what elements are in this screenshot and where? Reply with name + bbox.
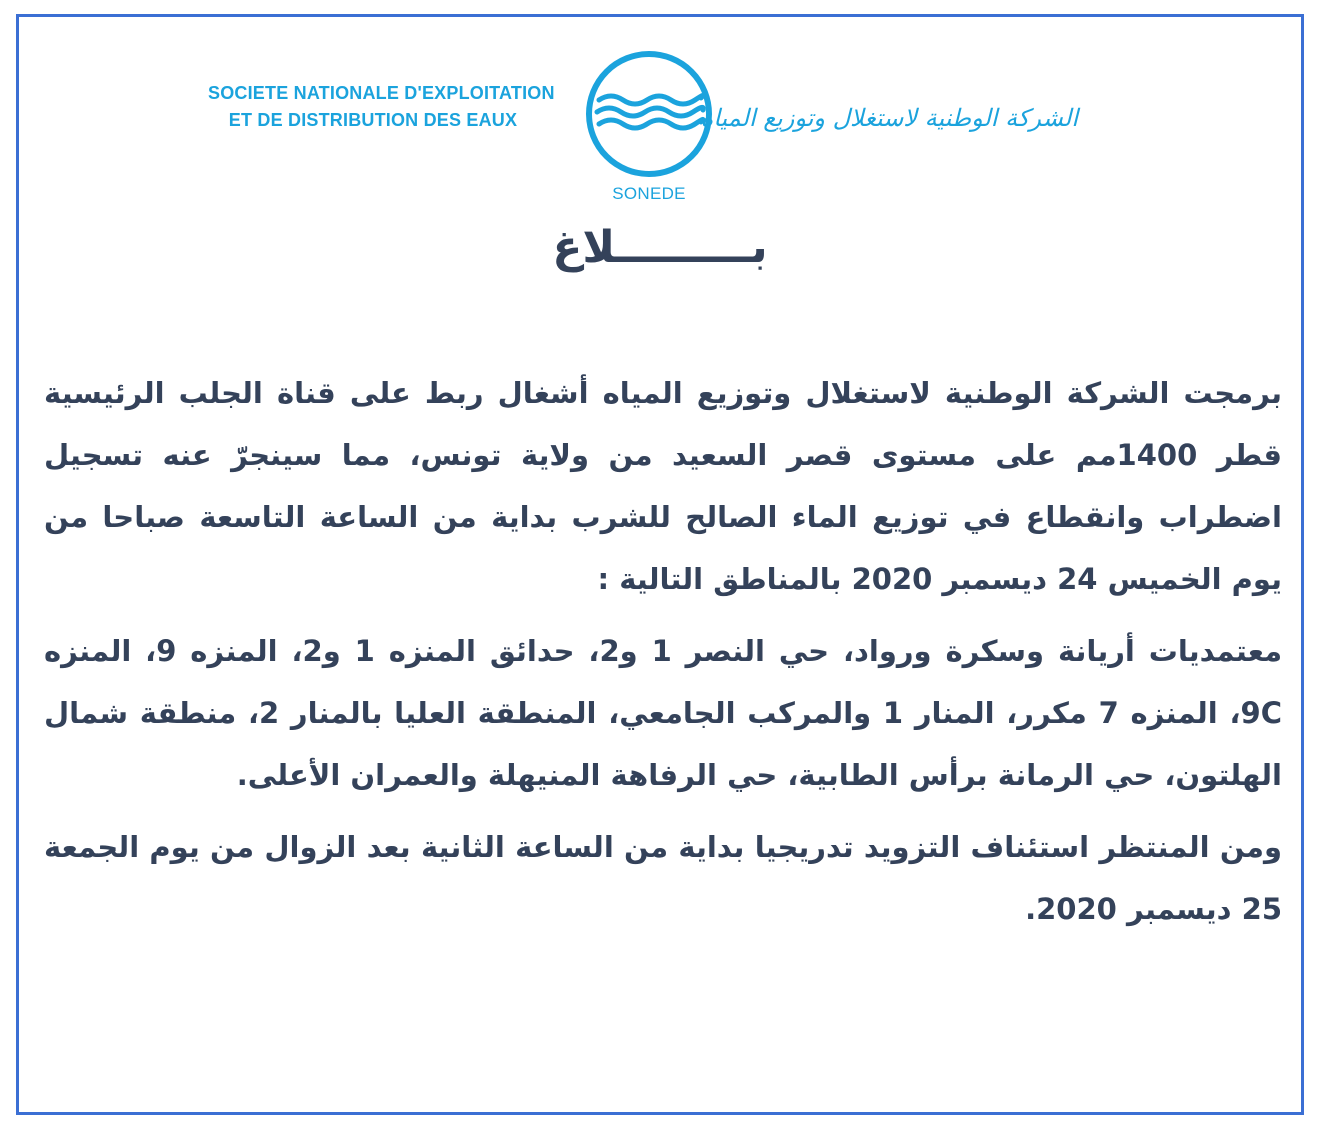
paragraph-intro: برمجت الشركة الوطنية لاستغلال وتوزيع المياه أشغال ربط على قناة الجلب الرئيسية قطر 1400مم على مستوى قصر السعيد من ولاية تونس، مما سينجرّ عنه تسجيل اضطراب وانقطاع في توزيع الماء الصالح للشرب بداية من الساعة التاسعة صباحا من يوم الخميس 24 ديسمبر 2020 بالمناطق التالية : xyxy=(44,376,1282,596)
company-name-french-line2: ET DE DISTRIBUTION DES EAUX xyxy=(228,110,518,130)
notice-title: بـــــــــلاغ xyxy=(552,222,768,273)
sonede-logo-icon xyxy=(579,44,719,184)
paragraph-resumption: ومن المنتظر استئناف التزويد تدريجيا بداية من الساعة الثانية بعد الزوال من يوم الجمعة 25 ديسمبر 2020. xyxy=(44,830,1282,926)
company-name-french-line1: SOCIETE NATIONALE D'EXPLOITATION xyxy=(208,83,555,103)
sonede-logo xyxy=(579,44,719,204)
company-name-arabic: الشركة الوطنية لاستغلال وتوزيع المياه xyxy=(700,104,1078,132)
company-name-french xyxy=(208,80,555,134)
paragraph-areas: معتمديات أريانة وسكرة ورواد، حي النصر 1 و2، حدائق المنزه 1 و2، المنزه 9، المنزه 9C، المنزه 7 مكرر، المنار 1 والمركب الجامعي، المنطقة العليا بالمنار 2، منطقة شمال الهلتون، حي الرمانة برأس الطابية، حي الرفاهة المنيهلة والعمران الأعلى. xyxy=(44,634,1283,792)
notice-body xyxy=(44,362,1282,950)
logo-text: SONEDE xyxy=(612,184,686,203)
